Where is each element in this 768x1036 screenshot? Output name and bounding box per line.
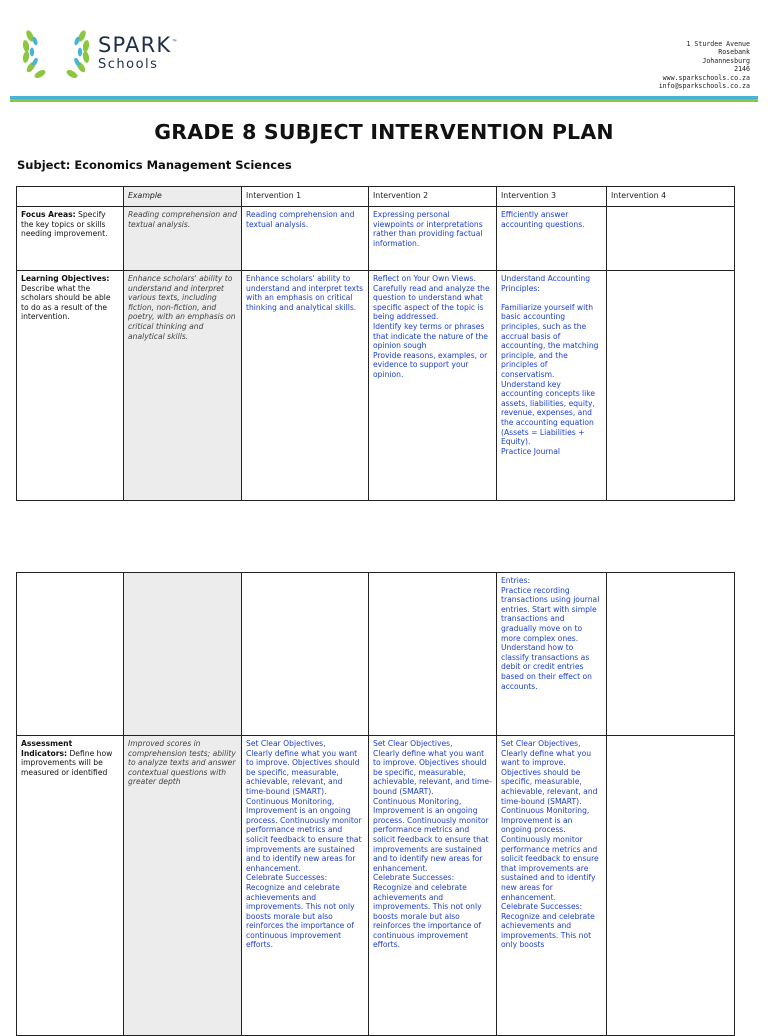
address-street: 1 Sturdee Avenue xyxy=(686,40,750,48)
learning-objectives-intervention-2[interactable]: Reflect on Your Own Views. Carefully read and analyze the question to understand what specific aspect of the topic is being addressed. Identify key terms or phrases that indicate the nature of the opinion sough Provide reasons, examples, or evidence to support your opinion. xyxy=(369,271,497,501)
address-city: Johannesburg xyxy=(702,56,750,65)
header-cell-intervention-1: Intervention 1 xyxy=(242,187,369,207)
address-email[interactable]: info@sparkschools.co.za xyxy=(658,82,750,91)
continued-example[interactable] xyxy=(124,573,242,736)
spark-schools-logo xyxy=(20,26,180,82)
brand-subtitle: Schools xyxy=(98,57,159,72)
assessment-indicators-label-text: Define how improvements will be measured or identified xyxy=(21,748,113,777)
focus-areas-label xyxy=(17,207,124,271)
assessment-indicators-intervention-2[interactable]: Set Clear Objectives, Clearly define what you want to improve. Objectives should be specific, measurable, achievable, relevant, and time-bound (SMART). Continuous Monitoring, Improvement is an ongoing process. Continuously monitor performance metrics and solicit feedback to ensure that improvements are sustained and to identify new areas for enhancement. Celebrate Successes: Recognize and celebrate achievements and improvements. This not only boosts morale but also reinforces the importance of continuous improvement efforts. xyxy=(369,736,497,1036)
learning-objectives-continued-row xyxy=(17,573,735,736)
continued-intervention-1[interactable] xyxy=(242,573,369,736)
assessment-indicators-label-bold: Assessment Indicators: xyxy=(21,739,73,758)
header-cell-example: Example xyxy=(124,187,242,207)
continued-label xyxy=(17,573,124,736)
assessment-indicators-intervention-4[interactable] xyxy=(607,736,735,1036)
focus-areas-intervention-4[interactable] xyxy=(607,207,735,271)
focus-areas-intervention-1[interactable]: Reading comprehension and textual analysis. xyxy=(242,207,369,271)
address-suburb: Rosebank xyxy=(718,48,750,57)
learning-objectives-example[interactable]: Enhance scholars' ability to understand and interpret various texts, including fiction, non-fiction, and poetry, with an emphasis on critical thinking and analytical skills. xyxy=(124,271,242,501)
learning-objectives-intervention-3[interactable]: Understand Accounting Principles: Familiarize yourself with basic accounting principles, such as the accrual basis of accounting, the matching principle, and the principles of conservatism. Understand key accounting concepts like assets, liabilities, equity, revenue, expenses, and the accounting equation (Assets = Liabilities + Equity). Practice Journal xyxy=(497,271,607,501)
intervention-table-part-2 xyxy=(16,572,735,1036)
brand-wordmark xyxy=(98,32,177,73)
address-postcode: 2146 xyxy=(734,65,750,74)
header-rule-green xyxy=(10,99,758,102)
header-cell-intervention-2: Intervention 2 xyxy=(369,187,497,207)
brand-name: SPARK™ xyxy=(98,33,178,57)
learning-objectives-label-text: Describe what the scholars should be able to do as a result of the intervention. xyxy=(21,283,111,322)
learning-objectives-intervention-1[interactable]: Enhance scholars' ability to understand and interpret texts with an emphasis on critical thinking and analytical skills. xyxy=(242,271,369,501)
header-cell-intervention-4: Intervention 4 xyxy=(607,187,735,207)
header-cell-intervention-3: Intervention 3 xyxy=(497,187,607,207)
school-address xyxy=(659,40,750,90)
focus-areas-intervention-2[interactable]: Expressing personal viewpoints or interpretations rather than providing factual information. xyxy=(369,207,497,271)
assessment-indicators-label xyxy=(17,736,124,1036)
focus-areas-label-bold: Focus Areas: xyxy=(21,210,76,219)
continued-intervention-2[interactable] xyxy=(369,573,497,736)
intervention-table-part-1 xyxy=(16,186,735,501)
subject-line: Subject: Economics Management Sciences xyxy=(17,158,292,172)
assessment-indicators-example[interactable]: Improved scores in comprehension tests; ability to analyze texts and answer contextual questions with greater depth xyxy=(124,736,242,1036)
focus-areas-example[interactable]: Reading comprehension and textual analysis. xyxy=(124,207,242,271)
table-header-row xyxy=(17,187,735,207)
trademark-symbol: ™ xyxy=(171,39,178,46)
learning-objectives-label-bold: Learning Objectives: xyxy=(21,274,110,283)
assessment-indicators-row xyxy=(17,736,735,1036)
learning-objectives-intervention-4[interactable] xyxy=(607,271,735,501)
learning-objectives-row xyxy=(17,271,735,501)
address-website[interactable]: www.sparkschools.co.za xyxy=(662,73,750,82)
laurel-wreath-icon xyxy=(20,26,92,82)
assessment-indicators-intervention-1[interactable]: Set Clear Objectives, Clearly define what you want to improve. Objectives should be specific, measurable, achievable, relevant, and time-bound (SMART). Continuous Monitoring, Improvement is an ongoing process. Continuously monitor performance metrics and solicit feedback to ensure that improvements are sustained and to identify new areas for enhancement. Celebrate Successes: Recognize and celebrate achievements and improvements. This not only boosts morale but also reinforces the importance of continuous improvement efforts. xyxy=(242,736,369,1036)
continued-intervention-3[interactable]: Entries: Practice recording transactions using journal entries. Start with simple transactions and gradually move on to more complex ones. Understand how to classify transactions as debit or credit entries based on their effect on accounts. xyxy=(497,573,607,736)
learning-objectives-label xyxy=(17,271,124,501)
focus-areas-row xyxy=(17,207,735,271)
focus-areas-label-text: Specify the key topics or skills needing improvement. xyxy=(21,210,108,239)
continued-intervention-4[interactable] xyxy=(607,573,735,736)
header-cell-label xyxy=(17,187,124,207)
assessment-indicators-intervention-3[interactable]: Set Clear Objectives, Clearly define what you want to improve. Objectives should be specific, measurable, achievable, relevant, and time-bound (SMART). Continuous Monitoring, Improvement is an ongoing process. Continuously monitor performance metrics and solicit feedback to ensure that improvements are sustained and to identify new areas for enhancement. Celebrate Successes: Recognize and celebrate achievements and improvements. This not only boosts xyxy=(497,736,607,1036)
page-title: GRADE 8 SUBJECT INTERVENTION PLAN xyxy=(154,120,614,144)
focus-areas-intervention-3[interactable]: Efficiently answer accounting questions. xyxy=(497,207,607,271)
